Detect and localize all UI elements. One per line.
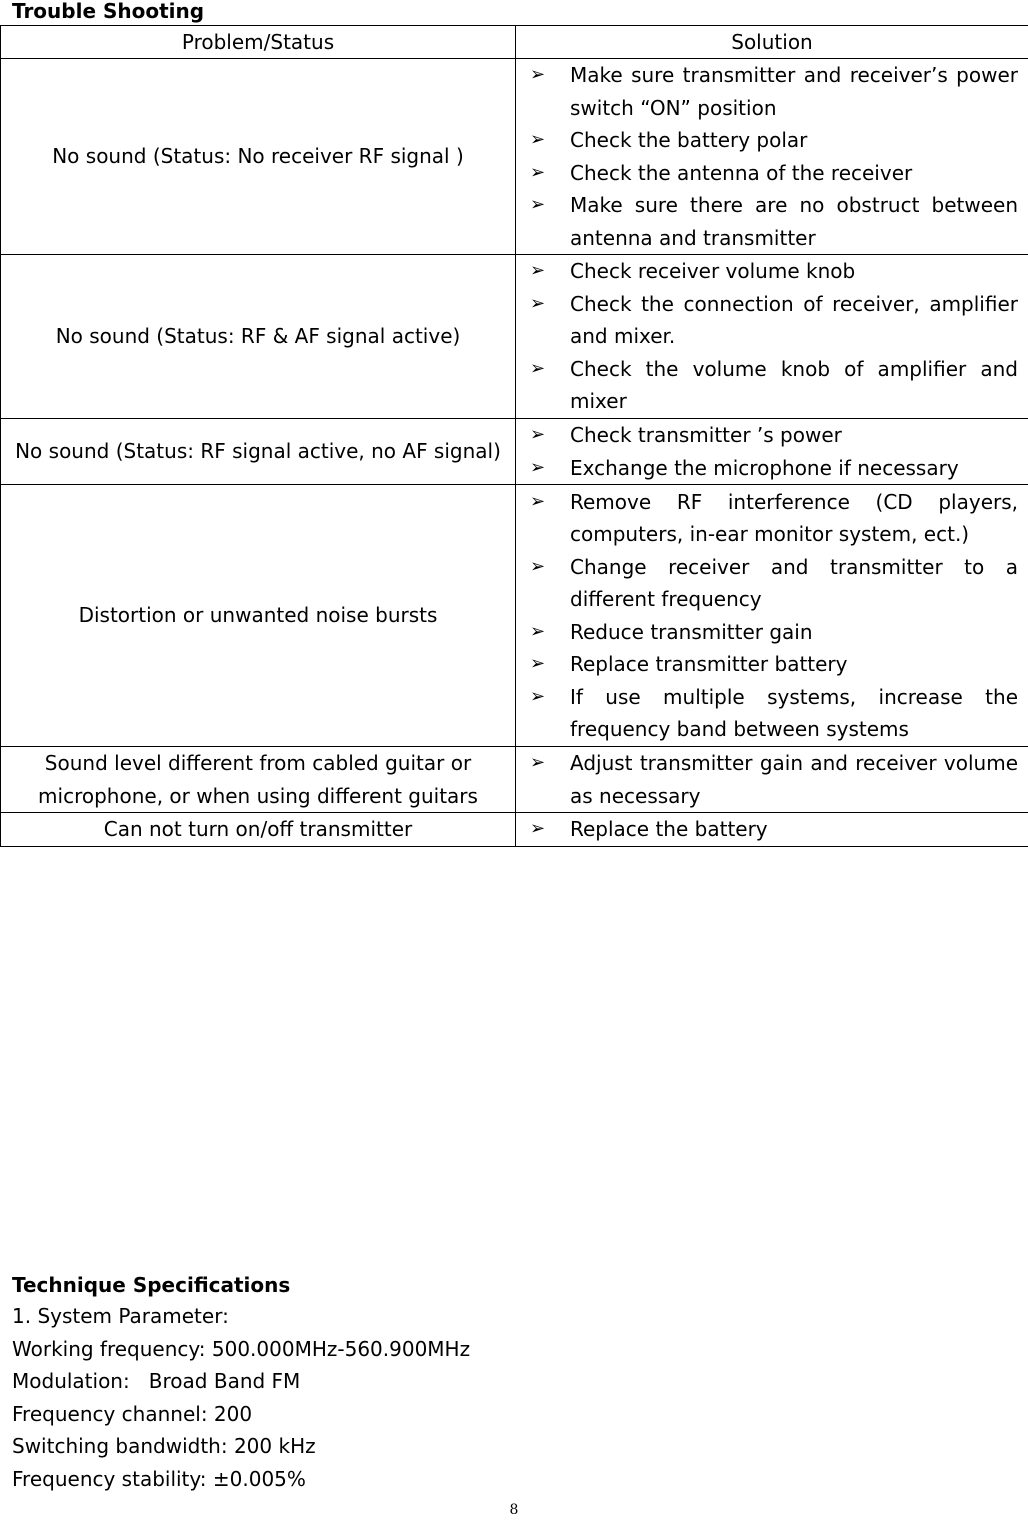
page-number: 8	[509, 1502, 519, 1518]
specifications-title: Technique Specifications	[12, 1273, 291, 1297]
problem-column-header: Problem/Status	[1, 26, 516, 59]
arrow-bullet-icon: ➢	[530, 424, 546, 445]
specifications-section	[12, 1270, 470, 1496]
solution-text: Make sure there are no obstruct between antenna and transmitter	[570, 193, 1018, 250]
table-row	[1, 255, 1028, 419]
solution-text: Check the antenna of the receiver	[570, 160, 913, 185]
arrow-bullet-icon: ➢	[530, 292, 546, 314]
solution-text: Make sure transmitter and receiver’s power switch “ON” position	[570, 63, 1018, 120]
table-row	[1, 419, 1028, 485]
arrow-bullet-icon: ➢	[530, 64, 546, 85]
spec-line: Modulation: Broad Band FM	[12, 1369, 301, 1394]
solution-text: Exchange the microphone if necessary	[570, 455, 959, 480]
solution-list	[516, 419, 1018, 484]
list-item	[516, 419, 1018, 452]
list-item	[516, 452, 1018, 485]
arrow-bullet-icon: ➢	[530, 357, 546, 379]
list-item	[516, 288, 1018, 353]
spec-line: Frequency channel: 200	[12, 1401, 253, 1426]
solution-text: Change receiver and transmitter to a different frequency	[570, 554, 1018, 611]
arrow-bullet-icon: ➢	[530, 818, 546, 839]
list-item	[516, 747, 1018, 812]
table-row	[1, 59, 1028, 255]
solution-text: Adjust transmitter gain and receiver volume as necessary	[570, 751, 1018, 808]
solution-text: If use multiple systems, increase the frequency band between systems	[570, 684, 1018, 741]
list-item	[516, 813, 1018, 846]
arrow-bullet-icon: ➢	[530, 620, 546, 642]
troubleshooting-title: Trouble Shooting	[12, 0, 205, 23]
solution-column-header: Solution	[516, 26, 1028, 59]
list-item	[516, 353, 1018, 418]
list-item	[516, 616, 1018, 649]
solution-list	[516, 813, 1018, 846]
problem-cell: Sound level different from cabled guitar or microphone, or when using different guitars	[1, 747, 516, 813]
arrow-bullet-icon: ➢	[530, 752, 546, 773]
list-item	[516, 189, 1018, 254]
solution-text: Check the volume knob of amplifier and mixer	[570, 356, 1018, 414]
spec-line: 1. System Parameter:	[12, 1304, 229, 1328]
arrow-bullet-icon: ➢	[530, 194, 546, 215]
solution-cell	[516, 485, 1028, 747]
solution-cell	[516, 255, 1028, 419]
solution-text: Check the battery polar	[570, 128, 808, 152]
solution-list	[516, 59, 1018, 254]
list-item	[516, 681, 1018, 746]
list-item	[516, 648, 1018, 681]
arrow-bullet-icon: ➢	[530, 653, 546, 674]
table-row	[1, 485, 1028, 747]
problem-cell: No sound (Status: RF & AF signal active)	[1, 255, 516, 419]
solution-list	[516, 486, 1018, 746]
solution-text: Reduce transmitter gain	[570, 619, 813, 644]
list-item	[516, 551, 1018, 616]
spec-line: Switching bandwidth: 200 kHz	[12, 1434, 316, 1459]
arrow-bullet-icon: ➢	[530, 490, 546, 512]
solution-text: Check transmitter ’s power	[570, 423, 842, 447]
table-row	[1, 747, 1028, 813]
list-item	[516, 124, 1018, 157]
solution-list	[516, 255, 1018, 418]
arrow-bullet-icon: ➢	[530, 129, 546, 150]
problem-cell: No sound (Status: No receiver RF signal )	[1, 59, 516, 255]
problem-cell: No sound (Status: RF signal active, no AF signal)	[1, 419, 516, 485]
arrow-bullet-icon: ➢	[530, 161, 546, 183]
table-header-row	[1, 26, 1028, 59]
list-item	[516, 486, 1018, 551]
spec-line: Frequency stability: ±0.005%	[12, 1466, 306, 1491]
solution-text: Check receiver volume knob	[570, 259, 856, 284]
spec-line: Working frequency: 500.000MHz-560.900MHz	[12, 1336, 471, 1361]
list-item	[516, 157, 1018, 190]
solution-cell	[516, 747, 1028, 813]
solution-cell	[516, 813, 1028, 847]
list-item	[516, 59, 1018, 124]
solution-text: Check the connection of receiver, amplifier and mixer.	[570, 291, 1018, 349]
problem-cell: Can not turn on/off transmitter	[1, 813, 516, 847]
arrow-bullet-icon: ➢	[530, 685, 546, 707]
solution-text: Remove RF interference (CD players, computers, in-ear monitor system, ect.)	[570, 489, 1018, 546]
troubleshooting-table	[0, 25, 1028, 847]
solution-cell	[516, 59, 1028, 255]
solution-cell	[516, 419, 1028, 485]
list-item	[516, 255, 1018, 288]
table-row	[1, 813, 1028, 847]
arrow-bullet-icon: ➢	[530, 456, 546, 478]
arrow-bullet-icon: ➢	[530, 555, 546, 577]
solution-list	[516, 747, 1018, 812]
arrow-bullet-icon: ➢	[530, 260, 546, 282]
problem-cell: Distortion or unwanted noise bursts	[1, 485, 516, 747]
solution-text: Replace the battery	[570, 817, 768, 841]
solution-text: Replace transmitter battery	[570, 652, 848, 676]
